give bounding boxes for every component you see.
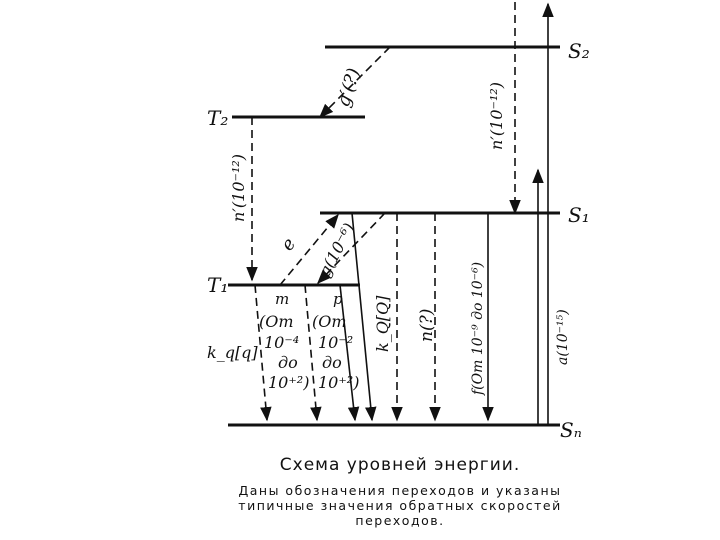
label-kq-q: k_q[q] xyxy=(207,343,258,362)
m-range-line-3: до xyxy=(278,353,298,372)
p-range-line-3: до xyxy=(322,353,342,372)
label-s2: S₂ xyxy=(568,39,590,63)
label-t2: T₂ xyxy=(207,106,229,130)
p-range-line-2: 10⁻² xyxy=(318,333,354,352)
m-range-line-1: (От xyxy=(259,312,294,331)
label-a: a(10⁻¹⁵) xyxy=(555,309,571,365)
label-n-prime-left: n′(10⁻¹²) xyxy=(229,153,248,222)
label-p: p xyxy=(333,290,343,308)
p-range-line-1: (От xyxy=(312,312,347,331)
label-g-prime: g′(?) xyxy=(332,65,365,110)
label-s1: S₁ xyxy=(568,203,590,227)
caption-line-1: Даны обозначения переходов и указаны xyxy=(238,483,562,498)
p-range-line-4: 10⁺²) xyxy=(318,373,360,392)
caption-body xyxy=(200,483,600,528)
label-n: n(?) xyxy=(417,308,437,342)
label-n-prime-upper: n′(10⁻¹²) xyxy=(487,81,506,150)
label-m: m xyxy=(275,290,290,308)
arrow-m xyxy=(305,285,317,420)
label-g: g(10⁻⁶) xyxy=(314,219,359,280)
m-range-line-2: 10⁻⁴ xyxy=(264,333,300,352)
label-e: e xyxy=(276,234,301,255)
caption-line-3: переходов. xyxy=(355,513,445,528)
label-f: f(От 10⁻⁹ до 10⁻⁶) xyxy=(470,261,486,395)
caption-title: Схема уровней энергии. xyxy=(279,455,521,475)
m-range-line-4: 10⁺²) xyxy=(268,373,310,392)
label-kq-Q: k_Q[Q] xyxy=(373,295,392,352)
label-t1: T₁ xyxy=(207,273,229,297)
label-sn: Sₙ xyxy=(560,418,582,442)
caption-line-2: типичные значения обратных скоростей xyxy=(238,498,562,513)
